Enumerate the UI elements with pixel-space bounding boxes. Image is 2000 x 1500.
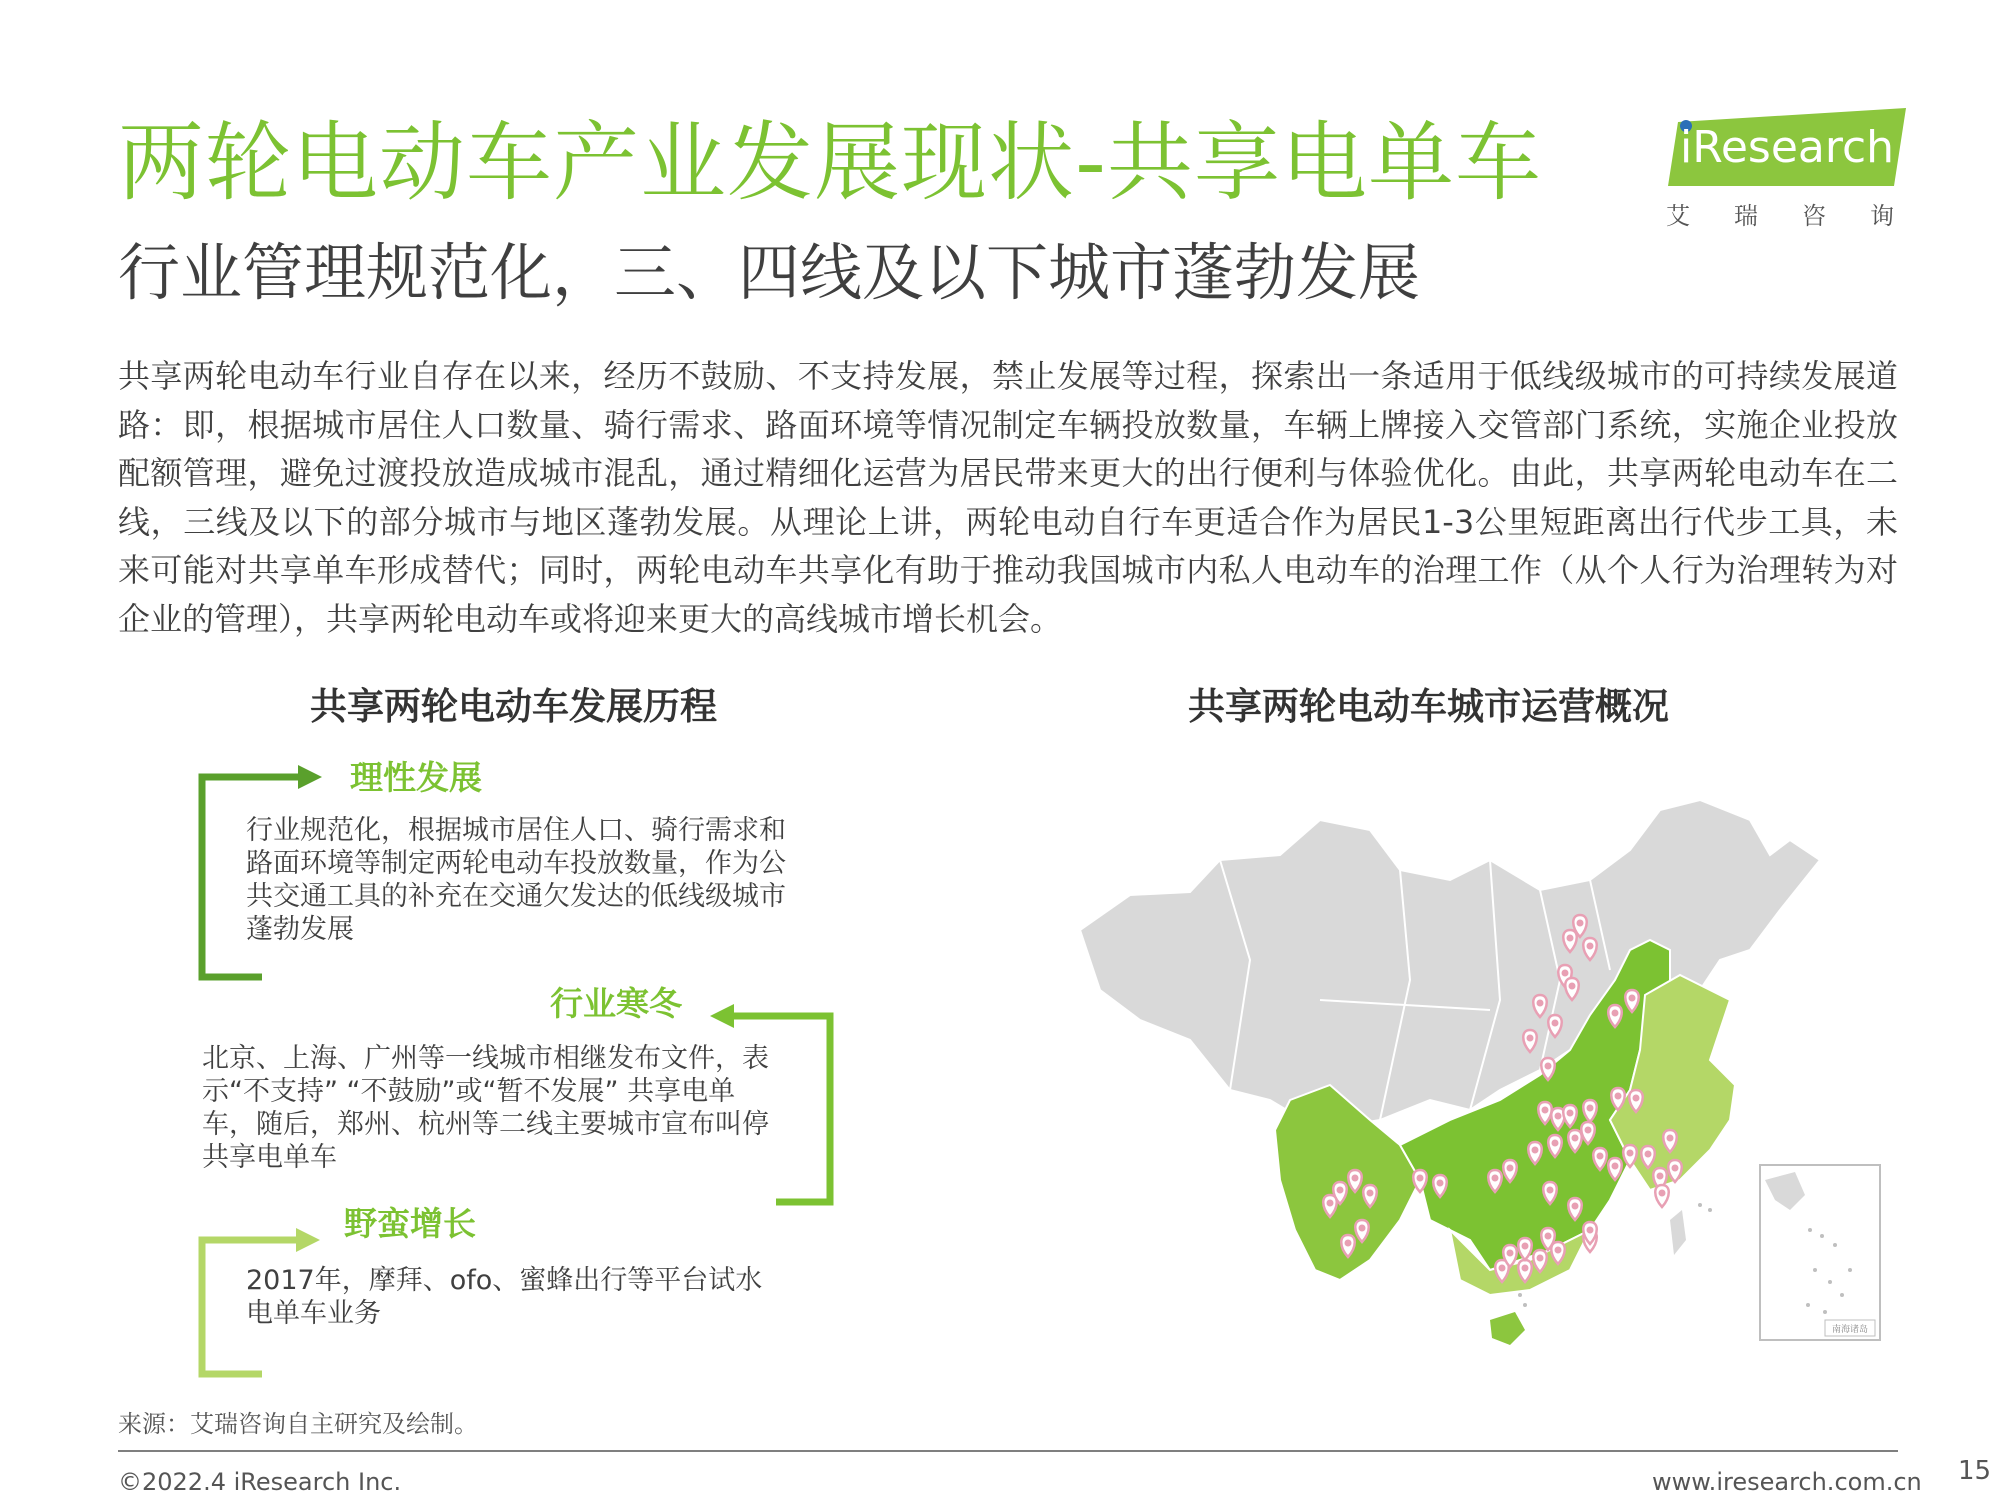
- page-title: 两轮电动车产业发展现状-共享电单车: [118, 113, 1543, 213]
- city-pin-icon: [1655, 1185, 1669, 1207]
- source-note: 来源：艾瑞咨询自主研究及绘制。: [118, 1410, 478, 1438]
- footer-divider: [118, 1450, 1898, 1452]
- map-taiwan-region: [1670, 1210, 1686, 1255]
- stage-label-winter: 行业寒冬: [550, 984, 682, 1023]
- stage-text-winter: 北京、上海、广州等一线城市相继发布文件，表示“不支持” “不鼓励”或“暂不发展” 共享电单车，随后，郑州、杭州等二线主要城市宣布叫停共享电单车: [202, 1043, 769, 1173]
- website-link[interactable]: www.iresearch.com.cn: [1652, 1468, 1922, 1496]
- stage-text-wild-growth: 2017年，摩拜、ofo、蜜蜂出行等平台试水电单车业务: [246, 1265, 763, 1329]
- inset-label: 南海诸岛: [1831, 1325, 1869, 1335]
- stage-label-wild-growth: 野蛮增长: [344, 1204, 476, 1243]
- map-hainan-region: [1490, 1312, 1525, 1345]
- iresearch-logo: [1660, 108, 1938, 230]
- stage-label-rational: 理性发展: [350, 758, 482, 797]
- logo-cn: 艾瑞咨询: [1666, 202, 1938, 230]
- stage-text-rational: 行业规范化，根据城市居住人口、骑行需求和路面环境等制定两轮电动车投放数量，作为公共交通工具的补充在交通欠发达的低线级城市蓬勃发展: [246, 815, 786, 945]
- copyright: ©2022.4 iResearch Inc.: [118, 1468, 402, 1496]
- page-subtitle: 行业管理规范化，三、四线及以下城市蓬勃发展: [118, 236, 1421, 309]
- china-operations-map: [1070, 800, 1890, 1360]
- intro-paragraph: 共享两轮电动车行业自存在以来，经历不鼓励、不支持发展，禁止发展等过程，探索出一条适用于低线级城市的可持续发展道路：即，根据城市居住人口数量、骑行需求、路面环境等情况制定车辆投放数量，车辆上牌接入交管部门系统，实施企业投放配额管理，避免过渡投放造成城市混乱，通过精细化运营为居民带来更大的出行便利与体验优化。由此，共享两轮电动车在二线，三线及以下的部分城市与地区蓬勃发展。从理论上讲，两轮电动自行车更适合作为居民1-3公里短距离出行代步工具，未来可能对共享单车形成替代；同时，两轮电动车共享化有助于推动我国城市内私人电动车的治理工作（从个人行为治理转为对企业的管理），共享两轮电动车或将迎来更大的高线城市增长机会。: [118, 357, 1898, 638]
- south-china-sea-inset: [1760, 1165, 1880, 1340]
- map-section-title: 共享两轮电动车城市运营概况: [1188, 685, 1669, 728]
- logo-word: iResearch: [1680, 122, 1895, 173]
- timeline-section-title: 共享两轮电动车发展历程: [310, 685, 717, 728]
- page-number: 15: [1958, 1456, 1992, 1486]
